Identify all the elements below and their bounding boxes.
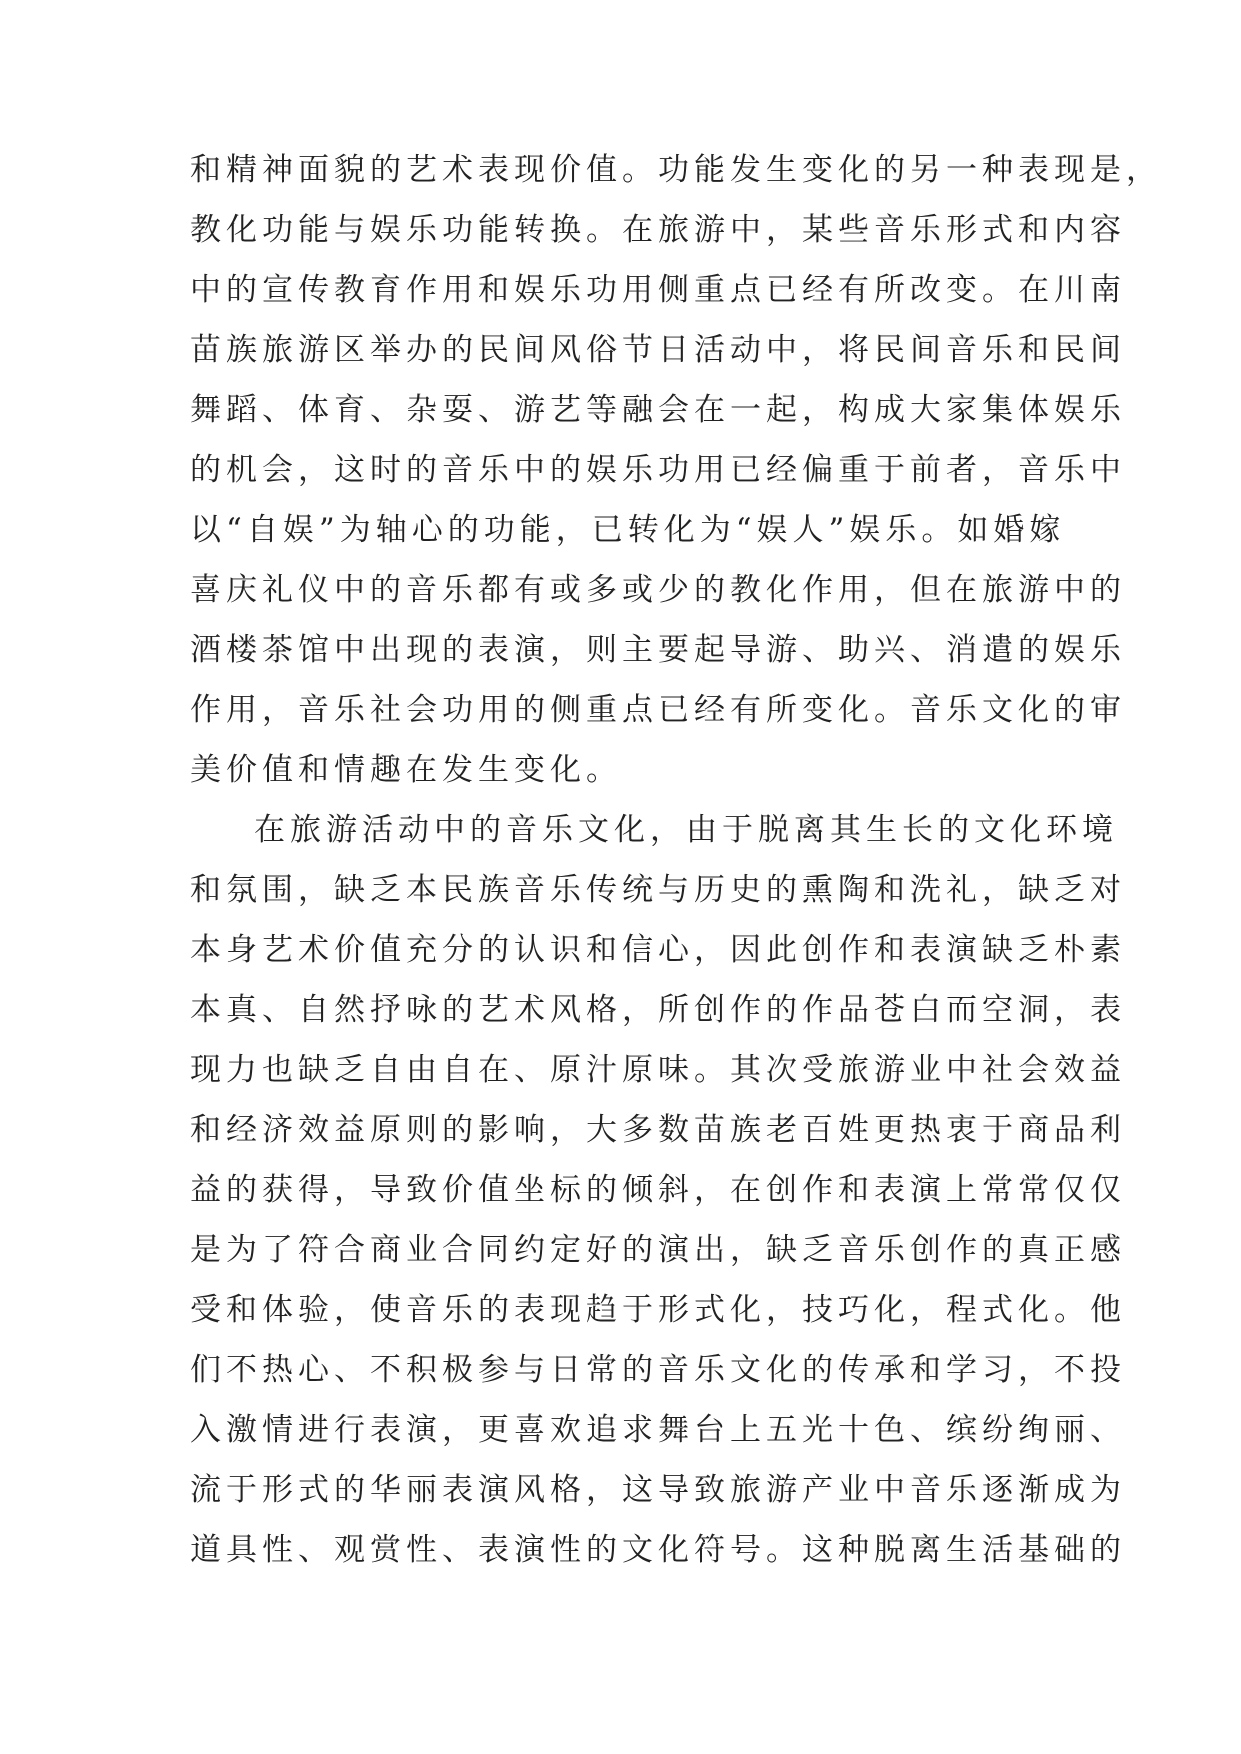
text-line: 本身艺术价值充分的认识和信心，因此创作和表演缺乏朴素 bbox=[190, 932, 1126, 968]
text-line: 们不热心、不积极参与日常的音乐文化的传承和学习，不投 bbox=[190, 1352, 1126, 1388]
text-line: 中的宣传教育作用和娱乐功用侧重点已经有所改变。在川南 bbox=[190, 272, 1126, 308]
text-line: 和经济效益原则的影响，大多数苗族老百姓更热衷于商品利 bbox=[190, 1112, 1126, 1148]
text-line: 受和体验，使音乐的表现趋于形式化，技巧化，程式化。他 bbox=[190, 1292, 1126, 1328]
text-line: 的机会，这时的音乐中的娱乐功用已经偏重于前者，音乐中 bbox=[190, 452, 1126, 488]
text-line: 以“自娱”为轴心的功能，已转化为“娱人”娱乐。如婚嫁 bbox=[190, 512, 1066, 548]
text-line: 和氛围，缺乏本民族音乐传统与历史的熏陶和洗礼，缺乏对 bbox=[190, 872, 1126, 908]
text-line: 入激情进行表演，更喜欢追求舞台上五光十色、缤纷绚丽、 bbox=[190, 1412, 1126, 1448]
body-text bbox=[190, 140, 1162, 1580]
text-line: 是为了符合商业合同约定好的演出，缺乏音乐创作的真正感 bbox=[190, 1232, 1126, 1268]
text-line: 喜庆礼仪中的音乐都有或多或少的教化作用，但在旅游中的 bbox=[190, 572, 1126, 608]
paragraph-first-line: 在旅游活动中的音乐文化，由于脱离其生长的文化环境 bbox=[254, 812, 1118, 848]
text-line: 酒楼茶馆中出现的表演，则主要起导游、助兴、消遣的娱乐 bbox=[190, 632, 1126, 668]
text-line: 道具性、观赏性、表演性的文化符号。这种脱离生活基础的 bbox=[190, 1532, 1126, 1568]
text-line: 本真、自然抒咏的艺术风格，所创作的作品苍白而空洞，表 bbox=[190, 992, 1126, 1028]
text-line: 益的获得，导致价值坐标的倾斜，在创作和表演上常常仅仅 bbox=[190, 1172, 1126, 1208]
text-line: 教化功能与娱乐功能转换。在旅游中，某些音乐形式和内容 bbox=[190, 212, 1126, 248]
text-line: 流于形式的华丽表演风格，这导致旅游产业中音乐逐渐成为 bbox=[190, 1472, 1126, 1508]
text-line: 苗族旅游区举办的民间风俗节日活动中，将民间音乐和民间 bbox=[190, 332, 1126, 368]
text-line: 现力也缺乏自由自在、原汁原味。其次受旅游业中社会效益 bbox=[190, 1052, 1126, 1088]
text-line: 美价值和情趣在发生变化。 bbox=[190, 752, 622, 788]
text-line: 舞蹈、体育、杂耍、游艺等融会在一起，构成大家集体娱乐 bbox=[190, 392, 1126, 428]
text-line: 和精神面貌的艺术表现价值。功能发生变化的另一种表现是， bbox=[190, 152, 1162, 188]
text-line: 作用，音乐社会功用的侧重点已经有所变化。音乐文化的审 bbox=[190, 692, 1126, 728]
